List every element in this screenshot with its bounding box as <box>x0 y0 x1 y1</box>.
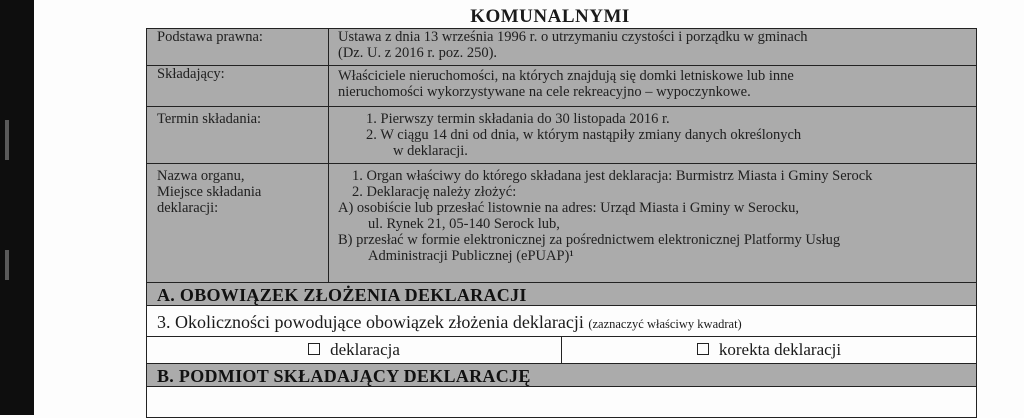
field-label: Składający: <box>147 66 329 106</box>
option-correction[interactable]: korekta deklaracji <box>561 337 976 363</box>
scan-edge <box>0 0 34 415</box>
field-deadline <box>147 107 976 164</box>
checkbox-declaration[interactable] <box>308 343 320 355</box>
section-b-body <box>147 387 976 418</box>
declaration-type-choices <box>147 337 976 364</box>
question-hint: (zaznaczyć właściwy kwadrat) <box>588 317 742 331</box>
checkbox-correction[interactable] <box>697 343 709 355</box>
field-submitter <box>147 66 976 107</box>
field-label: Termin składania: <box>147 107 329 163</box>
field-label: Nazwa organu, Miejsce składania deklaracji: <box>147 164 329 282</box>
field-authority <box>147 164 976 283</box>
page-heading: KOMUNALNYMI <box>470 6 630 27</box>
field-value: Ustawa z dnia 13 września 1996 r. o utrzymaniu czystości i porządku w gminach (Dz. U. z 2016 r. poz. 250). <box>338 29 808 61</box>
question-3 <box>147 306 976 337</box>
field-legal-basis <box>147 29 976 66</box>
field-value: 1. Pierwszy termin składania do 30 listopada 2016 r. 2. W ciągu 14 dni od dnia, w którym nastąpiły zmiany danych określonych w deklaracji. <box>366 111 802 159</box>
declaration-form <box>146 28 977 418</box>
field-value: Właściciele nieruchomości, na których znajdują się domki letniskowe lub inne nieruchomości wykorzystywane na cele rekreacyjno – wypoczynkowe. <box>338 68 794 100</box>
field-label: Podstawa prawna: <box>147 29 329 65</box>
section-b-header: B. PODMIOT SKŁADAJĄCY DEKLARACJĘ <box>147 364 976 387</box>
question-text: 3. Okoliczności powodujące obowiązek złożenia deklaracji <box>157 312 584 332</box>
option-declaration[interactable]: deklaracja <box>147 337 561 363</box>
section-a-header: A. OBOWIĄZEK ZŁOŻENIA DEKLARACJI <box>147 283 976 306</box>
field-value: 1. Organ właściwy do którego składana jest deklaracja: Burmistrz Miasta i Gminy Serock 2. Deklarację należy złożyć: A) osobiście lub przesłać listownie na adres: Urząd Miasta i Gminy w Serocku, ul. Rynek 21, 05-140 Serock lub, B) przesłać w formie elektronicznej za pośrednictwem elektronicznej Platformy Usług Administracji Publicznej (ePUAP)¹ <box>338 168 873 264</box>
